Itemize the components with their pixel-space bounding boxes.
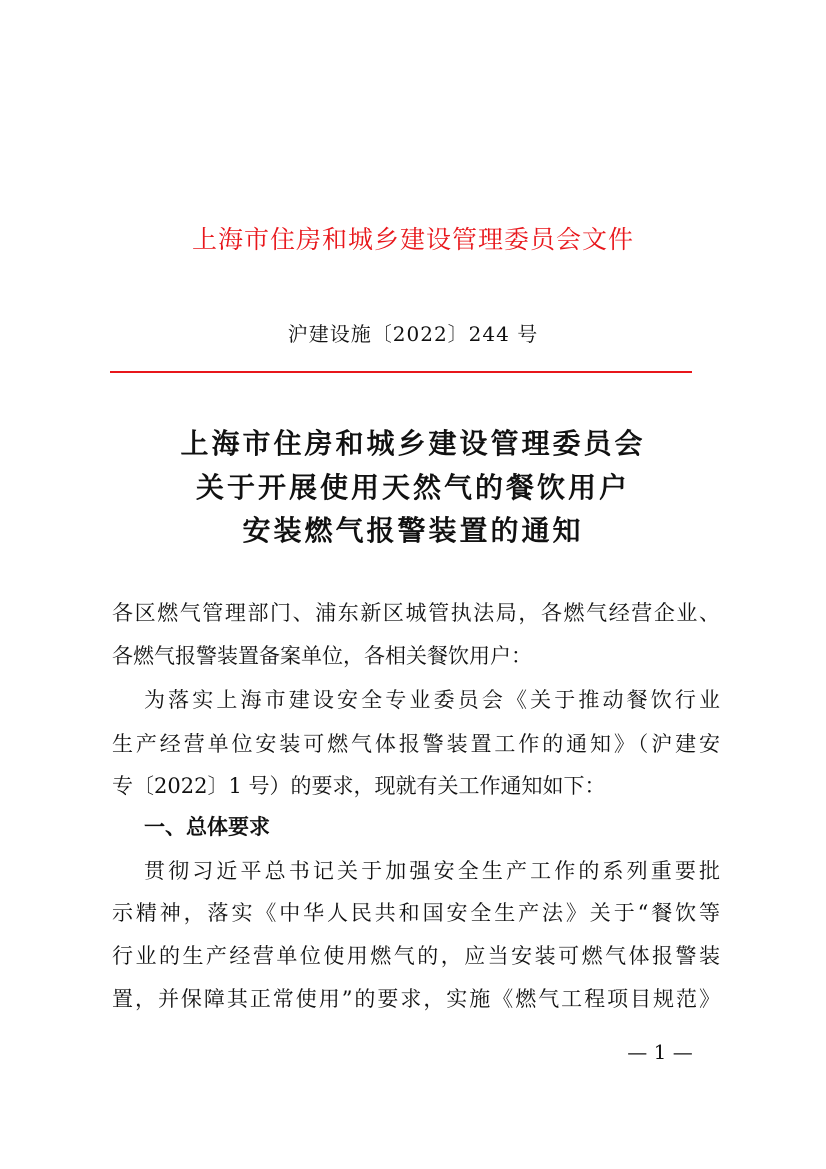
document-title-line: 安装燃气报警装置的通知 bbox=[242, 514, 584, 547]
document-title-line: 关于开展使用天然气的餐饮用户 bbox=[195, 471, 630, 504]
body-line: 贯彻习近平总书记关于加强安全生产工作的系列重要批 bbox=[144, 859, 720, 883]
addressee-line: 各燃气报警装置备案单位，各相关餐饮用户： bbox=[112, 644, 532, 668]
body-line: 示精神，落实《中华人民共和国安全生产法》关于“餐饮等 bbox=[112, 901, 720, 925]
body-line: 为落实上海市建设安全专业委员会《关于推动餐饮行业 bbox=[144, 688, 720, 712]
section-heading: 一、总体要求 bbox=[144, 815, 270, 839]
body-line: 专〔2022〕1 号）的要求，现就有关工作通知如下： bbox=[112, 774, 606, 798]
page-number: — 1 — bbox=[627, 1040, 693, 1064]
document-title-line: 上海市住房和城乡建设管理委员会 bbox=[180, 427, 646, 460]
body-line: 置，并保障其正常使用”的要求，实施《燃气工程项目规范》 bbox=[112, 987, 720, 1011]
issuer-title: 上海市住房和城乡建设管理委员会文件 bbox=[191, 225, 634, 254]
document-number: 沪建设施〔2022〕244 号 bbox=[287, 322, 539, 346]
addressee-line: 各区燃气管理部门、浦东新区城管执法局，各燃气经营企业、 bbox=[112, 601, 720, 625]
body-line: 生产经营单位安装可燃气体报警装置工作的通知》（沪建安 bbox=[112, 732, 720, 756]
red-divider bbox=[110, 371, 692, 373]
body-line: 行业的生产经营单位使用燃气的，应当安装可燃气体报警装 bbox=[112, 944, 720, 968]
